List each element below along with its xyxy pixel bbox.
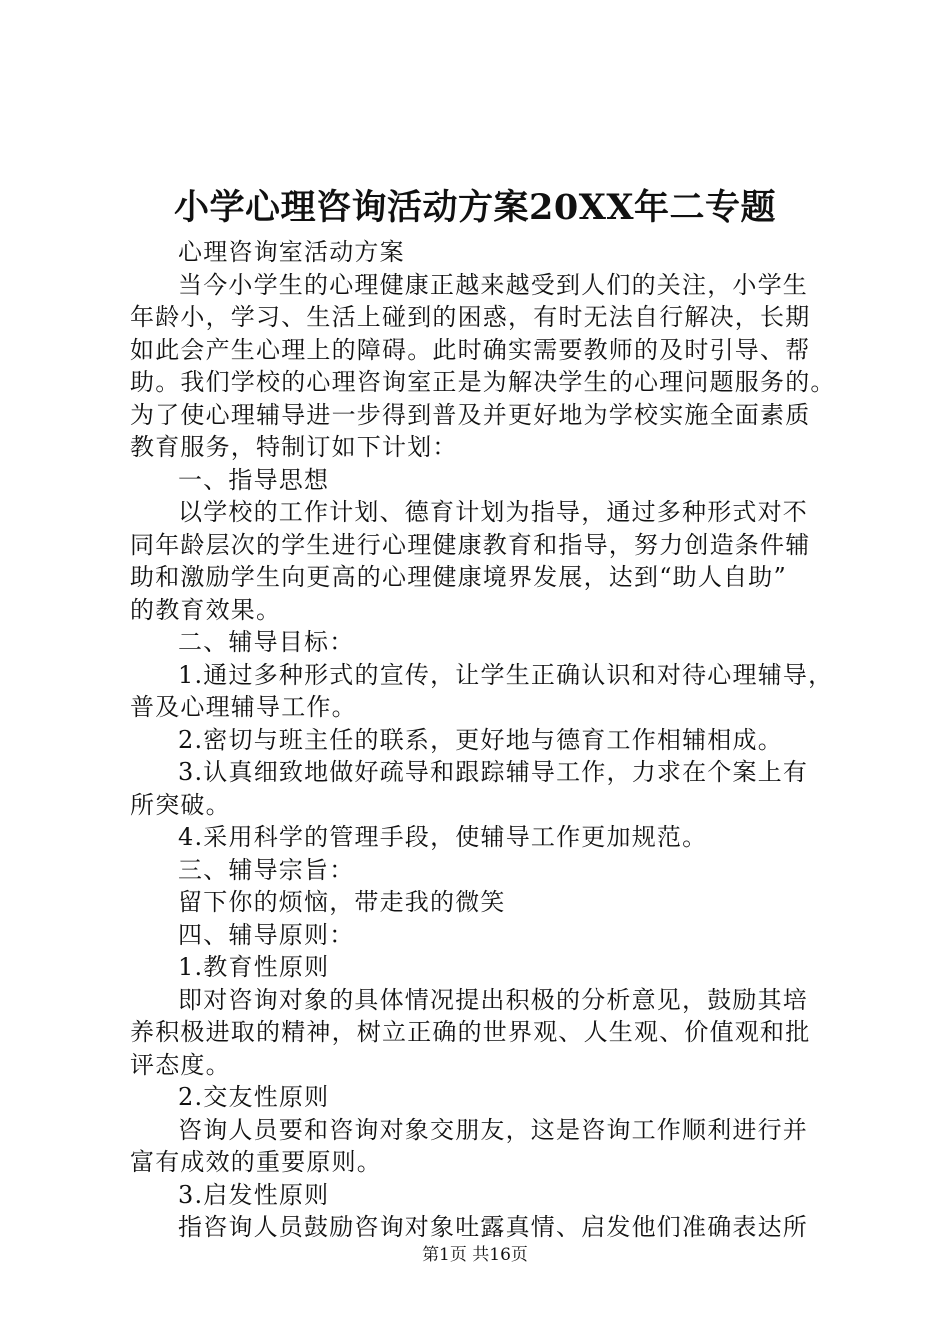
paragraph-line: 富有成效的重要原则。 — [130, 1148, 382, 1176]
paragraph-line: 教育服务，特制订如下计划： — [130, 433, 458, 461]
section-heading: 二、辅导目标： — [178, 628, 355, 656]
paragraph-line: 年龄小，学习、生活上碰到的困惑，有时无法自行解决，长期 — [130, 303, 811, 331]
subsection-heading: 1.教育性原则 — [178, 953, 330, 981]
motto-line: 留下你的烦恼，带走我的微笑 — [178, 888, 506, 916]
paragraph-line: 当今小学生的心理健康正越来越受到人们的关注，小学生 — [178, 270, 808, 299]
section-heading: 四、辅导原则： — [178, 920, 355, 949]
list-item-line: 3.认真细致地做好疏导和跟踪辅导工作，力求在个案上有 — [178, 758, 809, 786]
list-item-line: 普及心理辅导工作。 — [130, 693, 357, 721]
section-heading: 三、辅导宗旨： — [178, 855, 355, 884]
list-item-line: 4.采用科学的管理手段，使辅导工作更加规范。 — [178, 823, 708, 851]
paragraph-line: 助。我们学校的心理咨询室正是为解决学生的心理问题服务的。 — [130, 368, 836, 396]
list-item-line: 2.密切与班主任的联系，更好地与德育工作相辅相成。 — [178, 725, 783, 754]
subsection-heading: 3.启发性原则 — [178, 1180, 330, 1209]
paragraph-line: 评态度。 — [130, 1050, 231, 1079]
section-heading: 一、指导思想 — [178, 465, 330, 494]
paragraph-line: 为了使心理辅导进一步得到普及并更好地为学校实施全面素质 — [130, 400, 811, 429]
paragraph-line: 指咨询人员鼓励咨询对象吐露真情、启发他们准确表达所 — [178, 1213, 808, 1241]
list-item-line: 所突破。 — [130, 790, 231, 819]
paragraph-line: 以学校的工作计划、德育计划为指导，通过多种形式对不 — [178, 498, 808, 526]
paragraph-line: 同年龄层次的学生进行心理健康教育和指导，努力创造条件辅 — [130, 530, 811, 559]
list-item-line: 1.通过多种形式的宣传，让学生正确认识和对待心理辅导， — [178, 660, 834, 689]
page-indicator: 第1页 共16页 — [422, 1245, 528, 1265]
document-body — [130, 236, 836, 1244]
section-heading: 心理咨询室活动方案 — [178, 238, 405, 266]
subsection-heading: 2.交友性原则 — [178, 1083, 330, 1111]
paragraph-line: 养积极进取的精神，树立正确的世界观、人生观、价值观和批 — [130, 1018, 811, 1046]
document-title: 小学心理咨询活动方案20XX年二专题 — [173, 187, 777, 228]
paragraph-line: 助和激励学生向更高的心理健康境界发展，达到“助人自助” — [130, 563, 787, 591]
paragraph-line: 如此会产生心理上的障碍。此时确实需要教师的及时引导、帮 — [130, 335, 811, 364]
paragraph-line: 咨询人员要和咨询对象交朋友，这是咨询工作顺利进行并 — [178, 1115, 808, 1144]
paragraph-line: 的教育效果。 — [130, 595, 282, 624]
paragraph-line: 即对咨询对象的具体情况提出积极的分析意见，鼓励其培 — [178, 985, 808, 1014]
